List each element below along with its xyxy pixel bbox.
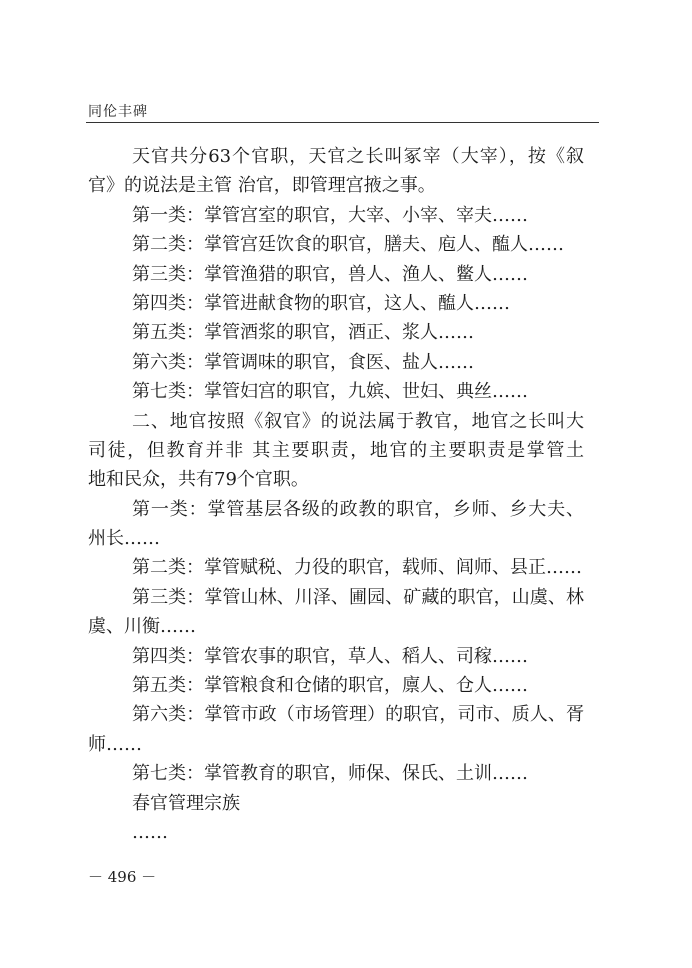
text-line: 第四类：掌管农事的职官，草人、稻人、司稼…… [132, 645, 528, 667]
text-line: 地和民众，共有79个官职。 [88, 469, 309, 491]
text-line: 二、地官按照《叙官》的说法属于教官，地官之长叫大 [132, 410, 584, 432]
text-line: 第五类：掌管酒浆的职官，酒正、浆人…… [132, 322, 474, 344]
text-line: …… [132, 821, 168, 843]
text-line: 官》的说法是主管 治官，即管理宫掖之事。 [88, 175, 436, 197]
running-head: 同伦丰碑 [88, 104, 148, 120]
text-line: 春官管理宗族 [132, 792, 240, 814]
body-text [88, 142, 584, 847]
text-line: 第五类：掌管粮食和仓储的职官，廪人、仓人…… [132, 675, 528, 697]
text-line: 第三类：掌管渔猎的职官，兽人、渔人、鳖人…… [132, 263, 528, 285]
text-line: 第二类：掌管宫廷饮食的职官，膳夫、庖人、醢人…… [132, 234, 564, 256]
text-line: 第一类：掌管基层各级的政教的职官，乡师、乡大夫、 [132, 498, 584, 520]
text-line: 第四类：掌管进献食物的职官，这人、醢人…… [132, 292, 510, 314]
text-line: 第三类：掌管山林、川泽、圃园、矿藏的职官，山虞、林 [132, 586, 584, 608]
text-line: 第七类：掌管妇宫的职官，九嫔、世妇、典丝…… [132, 381, 528, 403]
page-number: － 496 － [88, 868, 157, 886]
text-line: 师…… [88, 733, 142, 755]
text-line: 第六类：掌管市政（市场管理）的职官，司市、质人、胥 [132, 704, 584, 726]
text-line: 天官共分63个官职，天官之长叫冢宰（大宰），按《叙 [132, 146, 584, 167]
text-line: 司徒，但教育并非 其主要职责，地官的主要职责是掌管土 [88, 439, 584, 461]
text-line: 第一类：掌管宫室的职官，大宰、小宰、宰夫…… [132, 204, 528, 226]
header-rule [86, 122, 599, 123]
text-line: 第七类：掌管教育的职官，师保、保氏、土训…… [132, 763, 528, 785]
text-line: 州长…… [88, 528, 160, 550]
text-line: 第六类：掌管调味的职官，食医、盐人…… [132, 351, 474, 373]
text-line: 虞、川衡…… [88, 616, 196, 638]
text-line: 第二类：掌管赋税、力役的职官，载师、闾师、县正…… [132, 557, 582, 579]
